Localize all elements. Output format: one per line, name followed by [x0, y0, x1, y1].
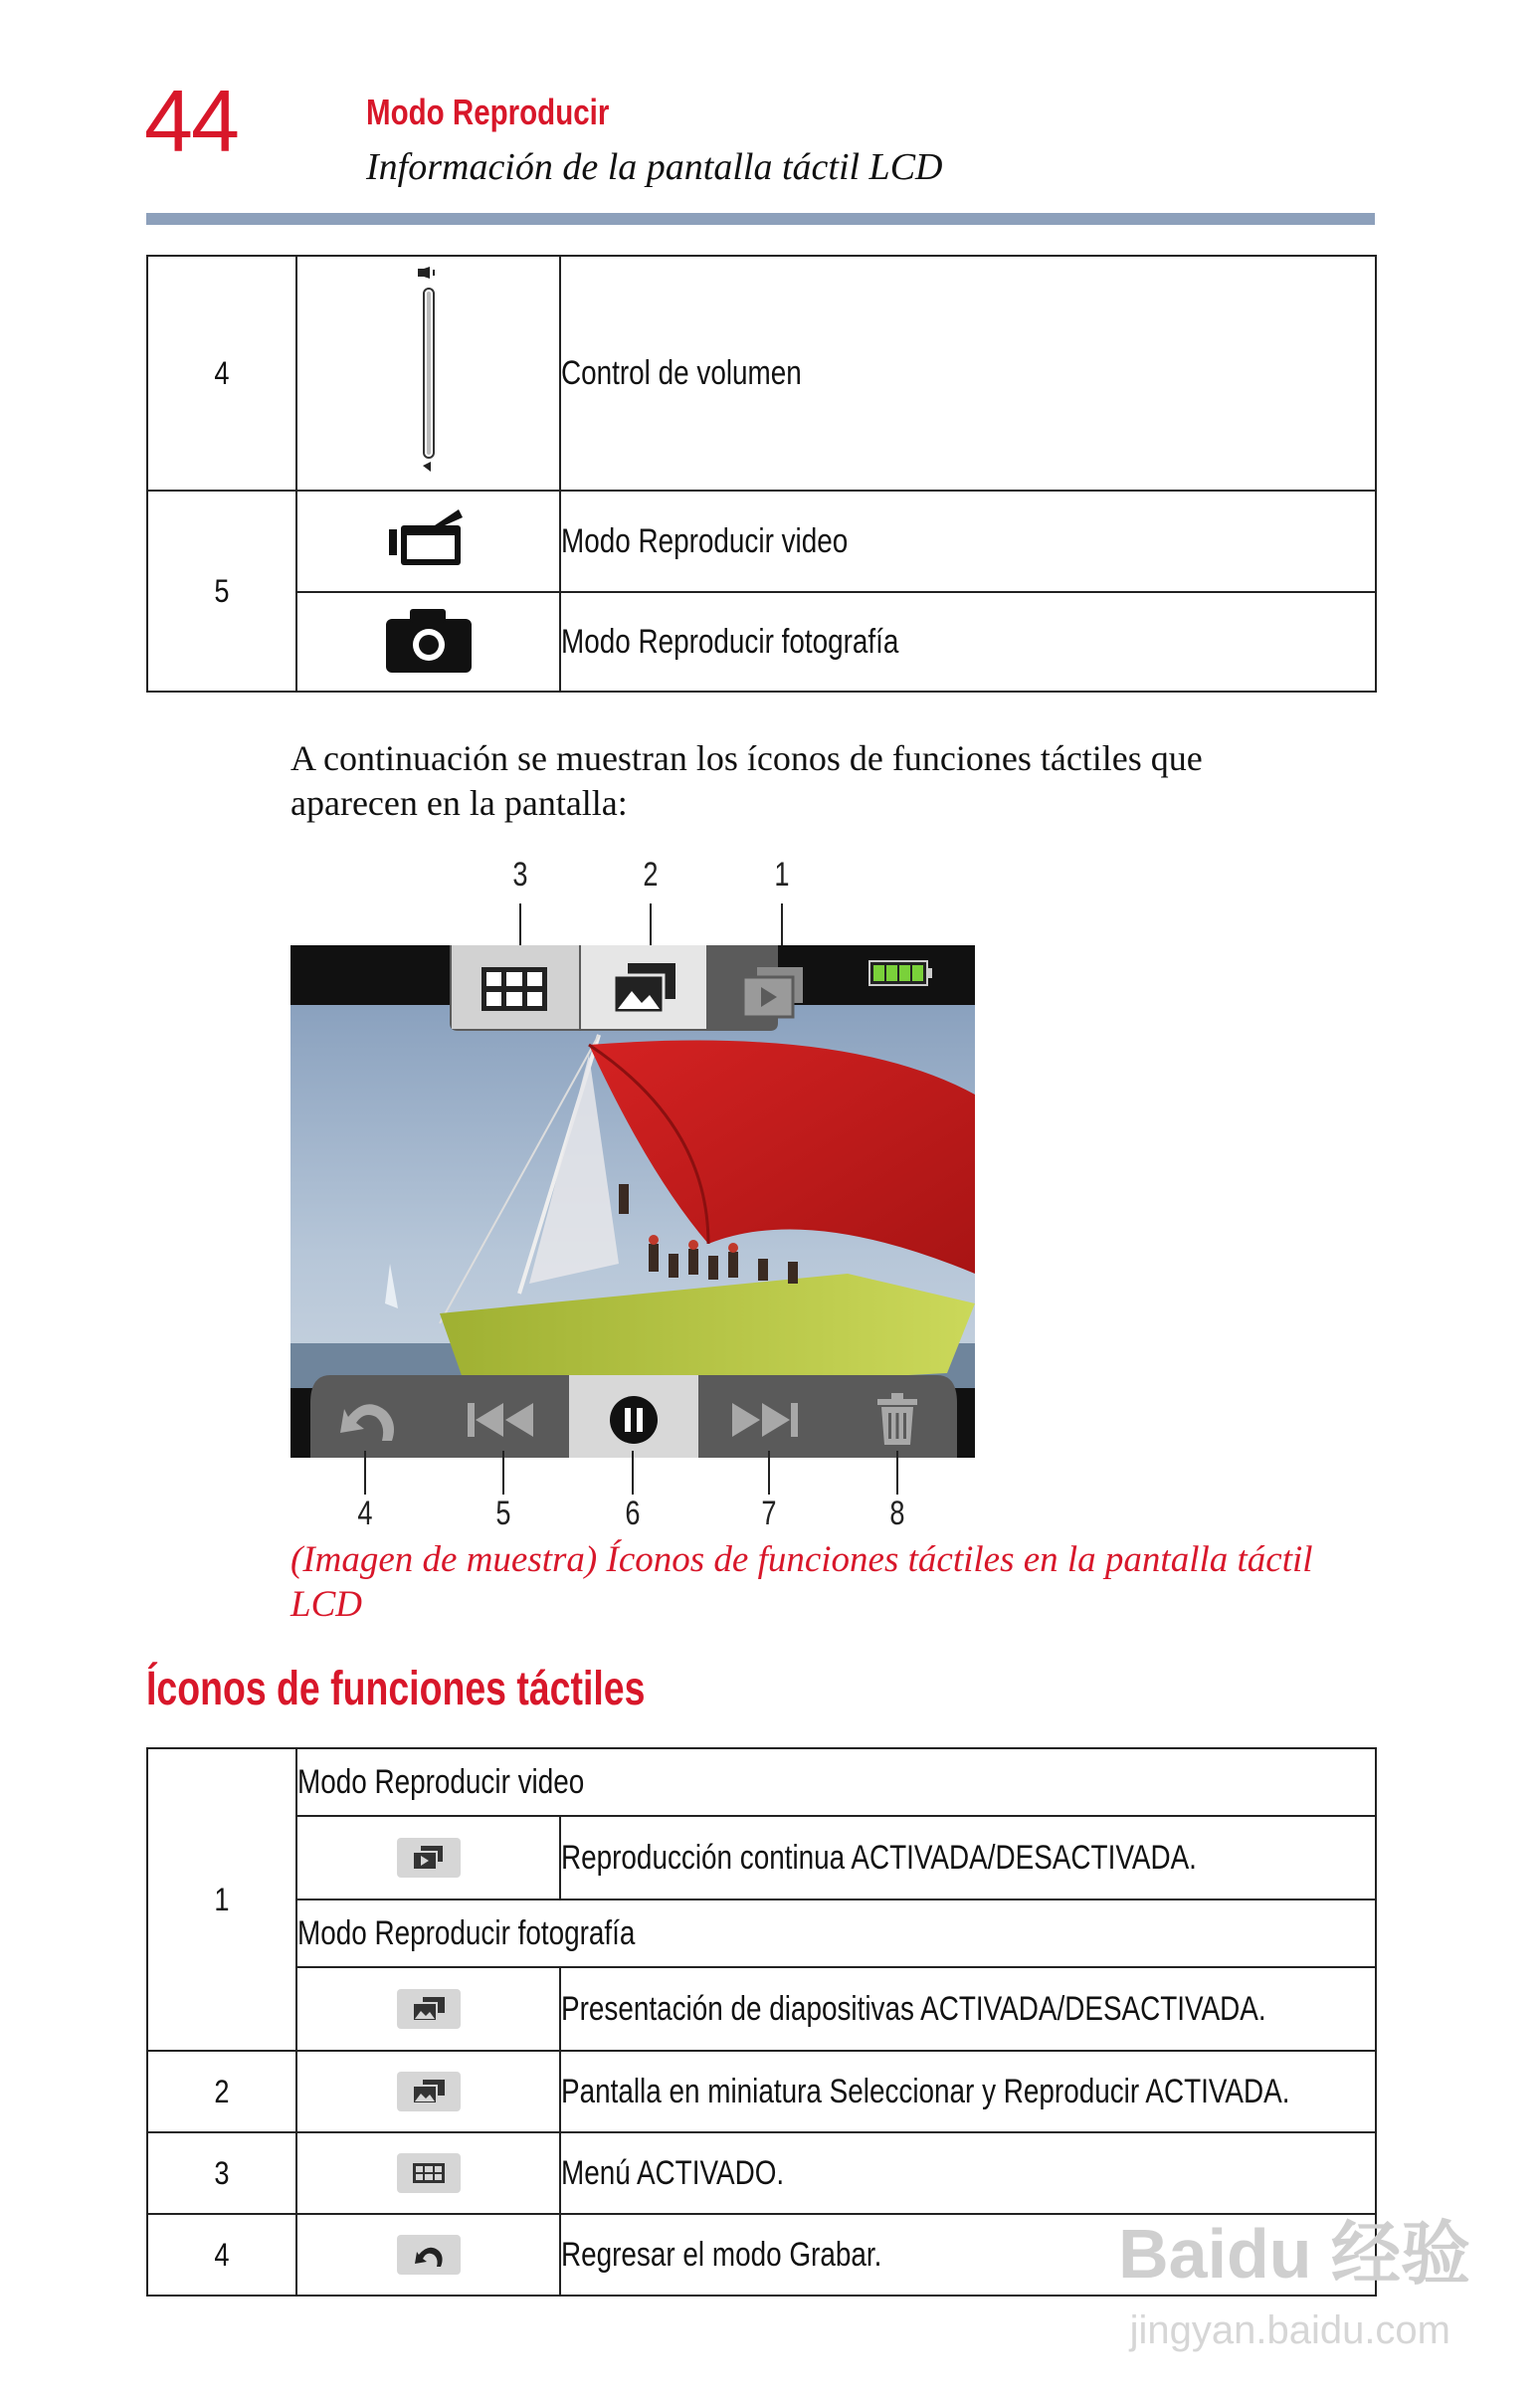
- table-row: [147, 1967, 1376, 2051]
- table-row: [147, 491, 1376, 592]
- slideshow-icon: [397, 1989, 461, 2029]
- row-description: Menú ACTIVADO.: [561, 2153, 785, 2192]
- grid-menu-icon[interactable]: [481, 967, 547, 1011]
- pause-icon[interactable]: [610, 1396, 658, 1444]
- subheading-video-mode: Modo Reproducir video: [297, 1762, 585, 1801]
- callout-number: 3: [512, 856, 528, 894]
- intro-paragraph: A continuación se muestran los íconos de funciones táctiles que aparecen en la pantalla:: [290, 738, 1203, 823]
- table-row: [147, 2051, 1376, 2132]
- row-number: 1: [214, 1881, 230, 1917]
- row-number: 5: [214, 572, 230, 609]
- callout-number: 5: [495, 1495, 511, 1532]
- callout-line: [896, 1451, 898, 1495]
- section-title: Modo Reproducir: [366, 92, 610, 132]
- page-number: 44: [144, 72, 238, 170]
- callout-number: 7: [761, 1495, 777, 1532]
- callout-line: [632, 1451, 634, 1495]
- grid-menu-icon: [397, 2153, 461, 2193]
- callout-number: 6: [625, 1495, 641, 1532]
- row-description: Presentación de diapositivas ACTIVADA/DESACTIVADA.: [561, 1989, 1266, 2028]
- row-description: Modo Reproducir video: [561, 521, 849, 560]
- callout-line: [768, 1451, 770, 1495]
- header-rule: [146, 213, 1375, 225]
- row-number: 4: [214, 2236, 230, 2273]
- callout-number: 1: [774, 856, 790, 894]
- video-loop-icon: [397, 1838, 461, 1878]
- row-description: Regresar el modo Grabar.: [561, 2235, 882, 2274]
- row-description: Reproducción continua ACTIVADA/DESACTIVADA.: [561, 1838, 1197, 1877]
- row-description: Modo Reproducir fotografía: [561, 622, 899, 661]
- subsection-title: Información de la pantalla táctil LCD: [366, 146, 943, 188]
- row-number: 3: [214, 2154, 230, 2191]
- table-row: [147, 1748, 1376, 1816]
- row-number: 2: [214, 2073, 230, 2109]
- video-camera-icon: [389, 507, 469, 571]
- lcd-screen-figure: [290, 945, 975, 1458]
- thumbnail-icon: [397, 2072, 461, 2111]
- figure-caption: (Imagen de muestra) Íconos de funciones táctiles en la pantalla táctil LCD: [290, 1539, 1313, 1625]
- watermark-logo: Baidu 经验: [1118, 2215, 1470, 2293]
- callout-line: [502, 1451, 504, 1495]
- subheading-photo-mode: Modo Reproducir fotografía: [297, 1913, 636, 1952]
- callout-number: 2: [643, 856, 659, 894]
- row-description: Pantalla en miniatura Seleccionar y Reproducir ACTIVADA.: [561, 2072, 1290, 2110]
- row-description: Control de volumen: [561, 353, 802, 392]
- watermark-url: jingyan.baidu.com: [1129, 2308, 1450, 2352]
- table-row: [147, 2132, 1376, 2214]
- battery-icon: [869, 961, 932, 985]
- callout-number: 8: [889, 1495, 905, 1532]
- table-row: [147, 1816, 1376, 1900]
- icon-table-top: [146, 255, 1377, 693]
- callout-number: 4: [357, 1495, 373, 1532]
- table-row: [147, 592, 1376, 692]
- table-row: [147, 256, 1376, 491]
- callout-line: [364, 1451, 366, 1495]
- table-row: [147, 1900, 1376, 1967]
- camera-icon: [386, 607, 472, 673]
- back-arrow-icon: [397, 2235, 461, 2275]
- section-heading: Íconos de funciones táctiles: [146, 1663, 646, 1715]
- row-number: 4: [214, 354, 230, 391]
- volume-slider-icon: [409, 267, 449, 476]
